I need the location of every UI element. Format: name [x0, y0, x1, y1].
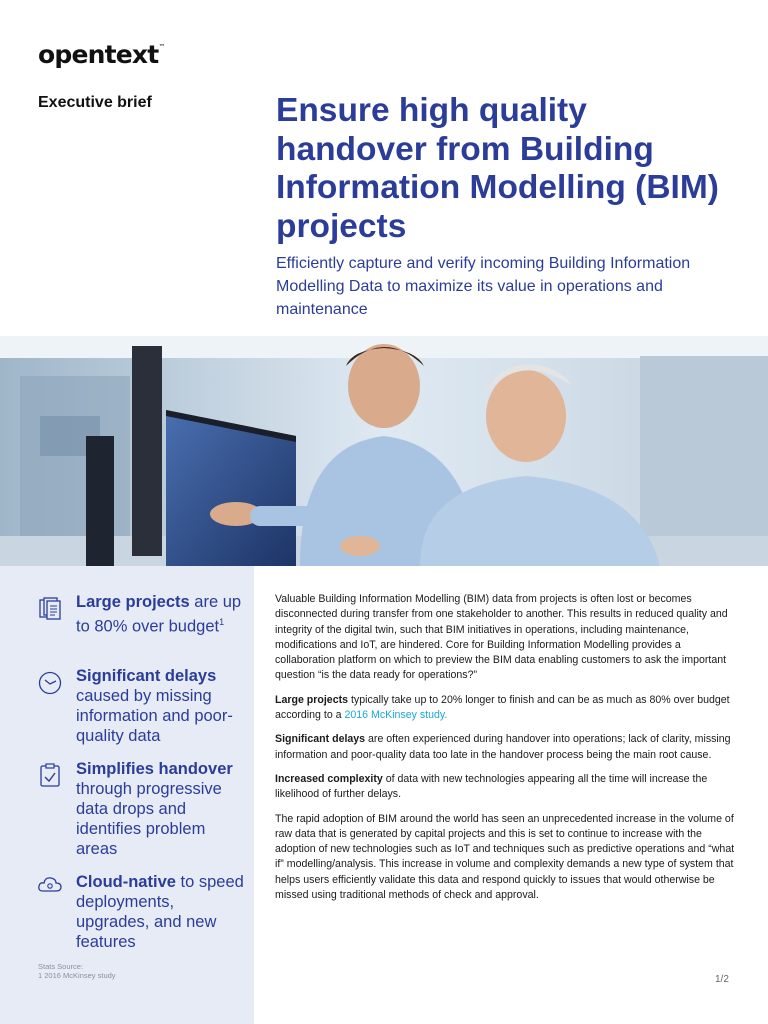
clock-icon	[37, 670, 63, 696]
hero-illustration	[0, 336, 768, 566]
paragraph-large-projects	[275, 693, 735, 724]
paragraph-increased-complexity	[275, 772, 735, 803]
stat-text: through progressive data drops and identifies problem areas	[76, 780, 222, 858]
page-title: Ensure high quality handover from Building Information Modelling (BIM) projects	[276, 92, 719, 245]
stat-bold: Large projects	[76, 593, 190, 611]
body-text	[275, 592, 735, 912]
stats-sidebar	[0, 566, 254, 1024]
footnote-marker: 1	[219, 617, 225, 627]
stat-text: are up to 80% over budget	[76, 593, 242, 636]
paragraph-rapid-adoption: The rapid adoption of BIM around the world has seen an unprecedented increase in the volume of raw data that is generated by capital projects and this is set to continue to increase with the adoption of new technologies such as IoT and techniques such as predictive operations and “what if” modelling/analysis. This increase in volume and complexity demands a new type of system that helps users efficiently validate this data and respond quickly to issues that would otherwise be missed using traditional methods of check and approval.	[275, 812, 735, 902]
stat-text: caused by missing information and poor-quality data	[76, 687, 233, 745]
paragraph-significant-delays	[275, 732, 735, 763]
stat-large-projects	[76, 592, 246, 637]
cloud-icon	[37, 872, 63, 898]
opentext-logo	[38, 40, 165, 69]
paragraph-text: of data with new technologies appearing all the time will increase the likelihood of further delays.	[275, 772, 708, 801]
paragraph-text: typically take up to 20% longer to finish and can be as much as 80% over budget according to a	[275, 693, 730, 722]
stats-source-note: 1 2016 McKinsey study	[38, 971, 116, 980]
stat-simplifies-handover	[76, 759, 246, 859]
mckinsey-study-link[interactable]: 2016 McKinsey study.	[344, 709, 448, 722]
logo-text: opentext	[38, 40, 159, 69]
trademark-symbol: ™	[158, 43, 165, 51]
stat-significant-delays	[76, 666, 246, 746]
page-subtitle: Efficiently capture and verify incoming Building Information Modelling Data to maximize its value in operations and maintenance	[276, 255, 691, 318]
paragraph-text: are often experienced during handover into operations; lack of clarity, missing information and poor-quality data too late in the handover process being the main root cause.	[275, 733, 731, 761]
stat-bold: Significant delays	[76, 667, 217, 685]
paragraph-bold: Large projects	[275, 693, 349, 706]
paragraph-bold: Significant delays	[275, 733, 366, 746]
paragraph-bold: Increased complexity	[275, 772, 383, 785]
document-type-label: Executive brief	[38, 94, 152, 111]
stat-cloud-native	[76, 872, 246, 952]
paragraph-intro: Valuable Building Information Modelling (BIM) data from projects is often lost or becomes disconnected during transfer from one stakeholder to another. This results in reduced quality and integrity of the digital twin, such that BIM initiatives in operations, including maintenance, modifications and IoT, are hindered. Core for Building Information Modelling provides a collaboration platform on which to preview the BIM data enabling customers to ask the important question “is the data ready for operations?”	[275, 593, 728, 682]
stats-source	[38, 962, 116, 980]
document-stack-icon	[37, 596, 63, 622]
stats-source-label: Stats Source:	[38, 962, 84, 971]
stat-bold: Cloud-native	[76, 873, 176, 891]
page-number: 1/2	[715, 974, 729, 985]
stat-bold: Simplifies handover	[76, 760, 233, 778]
clipboard-check-icon	[37, 762, 63, 788]
stat-text: to speed deployments, upgrades, and new features	[76, 873, 244, 951]
hero-photo	[0, 336, 768, 566]
